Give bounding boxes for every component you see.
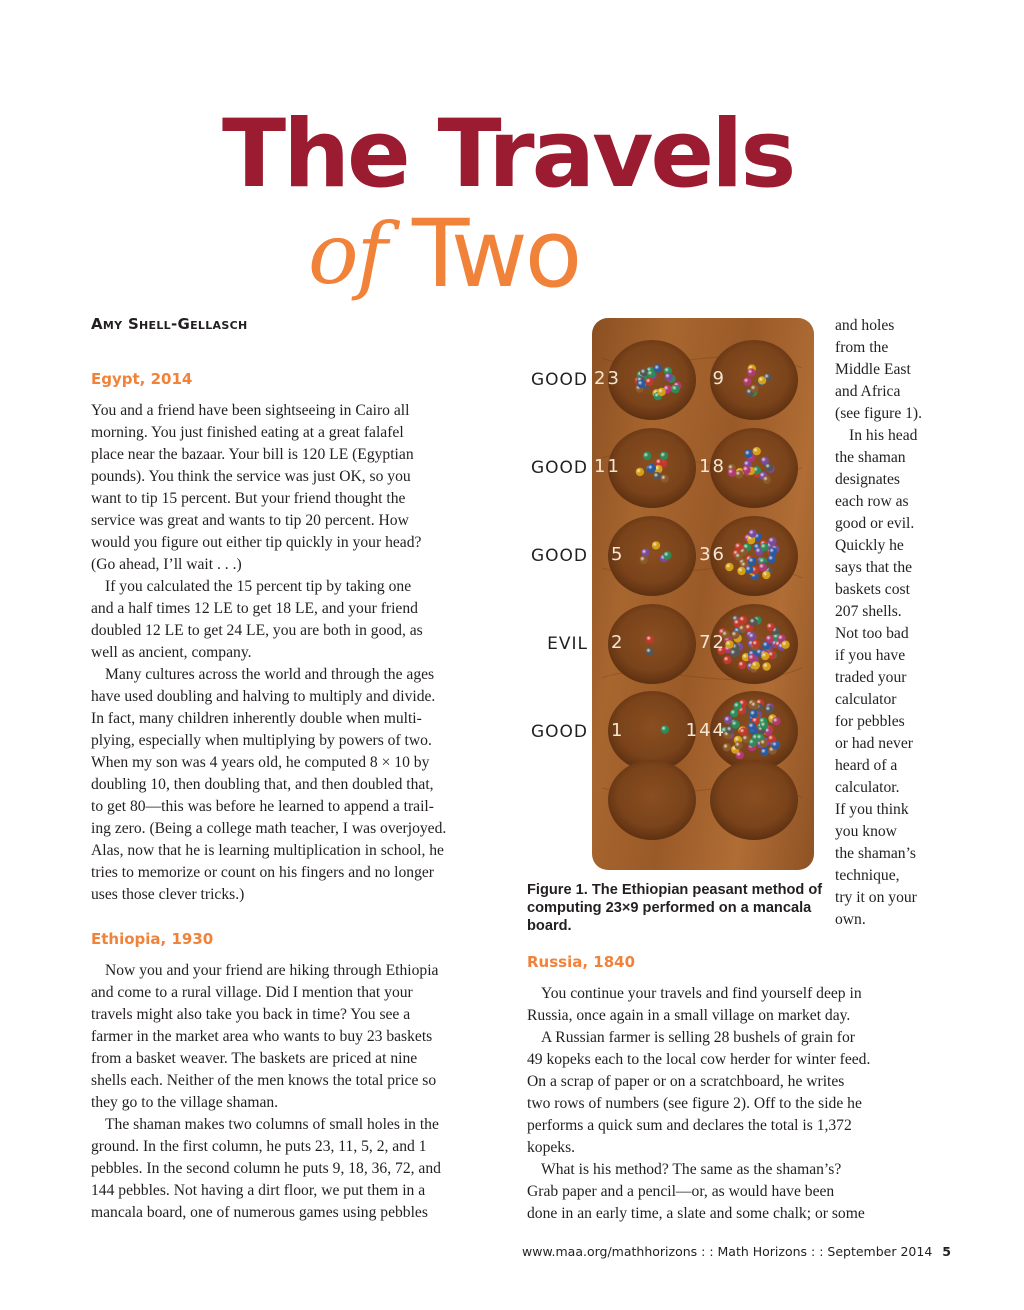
pebble: [742, 466, 750, 474]
pebble: [750, 701, 758, 709]
pebble: [646, 635, 654, 643]
author-byline: Amy Shell-Gellasch: [91, 315, 248, 333]
pebble: [734, 741, 742, 749]
pebble: [748, 529, 756, 537]
pebble: [641, 549, 649, 557]
mancala-pit: [710, 760, 798, 840]
pebble: [750, 710, 758, 718]
text-line: and holes: [835, 317, 895, 334]
left-pit-count: 1: [611, 720, 625, 741]
mancala-pit: [608, 760, 696, 840]
pebble: [744, 450, 752, 458]
text-line: they go to the village shaman.: [91, 1094, 279, 1111]
pebble: [762, 571, 770, 579]
egypt-body: [91, 400, 446, 906]
text-line: pounds). You think the service was just OK, so you: [91, 468, 411, 485]
text-line: (see figure 1).: [835, 405, 923, 422]
text-line: own.: [835, 911, 866, 928]
text-line: 144 pebbles. Not having a dirt floor, we put them in a: [91, 1182, 426, 1199]
text-line: have used doubling and halving to multiply and divide.: [91, 688, 436, 705]
text-line: pebbles. In the second column he puts 9, 18, 36, 72, and: [91, 1160, 441, 1177]
mancala-board: [592, 318, 814, 870]
text-line: mancala board, one of numerous games using pebbles: [91, 1204, 428, 1221]
pebble: [657, 388, 665, 396]
text-line: Grab paper and a pencil—or, as would have been: [527, 1183, 835, 1200]
pebble: [743, 377, 751, 385]
text-line: In fact, many children inherently double when multi-: [91, 710, 422, 727]
text-line: tries to memorize or count on his fingers and no longer: [91, 864, 434, 881]
text-line: if you have: [835, 647, 906, 664]
text-line: service was great and wants to tip 20 percent. How: [91, 512, 409, 529]
pebble: [637, 380, 645, 388]
side-column-body: [835, 315, 922, 931]
text-line: want to tip 15 percent. But your friend thought the: [91, 490, 406, 507]
pebble: [762, 662, 770, 670]
text-line: uses those clever tricks.): [91, 886, 245, 903]
text-line: and come to a rural village. Did I mention that your: [91, 984, 413, 1001]
text-line: and a half times 12 LE to get 18 LE, and your friend: [91, 600, 418, 617]
text-line: If you think: [835, 801, 909, 818]
text-line: place near the bazaar. Your bill is 120 LE (Egyptian: [91, 446, 414, 463]
pebble: [725, 563, 733, 571]
text-line: good or evil.: [835, 515, 915, 532]
text-line: from a basket weaver. The baskets are priced at nine: [91, 1050, 418, 1067]
pebble: [643, 452, 651, 460]
page-number: 5: [942, 1244, 951, 1259]
text-line: performs a quick sum and declares the total is 1,372: [527, 1117, 852, 1134]
text-line: baskets cost: [835, 581, 910, 598]
pebble: [639, 556, 647, 564]
pebble: [760, 739, 768, 747]
pebble: [652, 541, 660, 549]
pebble: [766, 623, 774, 631]
text-line: and Africa: [835, 383, 901, 400]
pebble: [647, 370, 655, 378]
text-line: morning. You just finished eating at a great falafel: [91, 424, 404, 441]
pebble: [748, 632, 756, 640]
text-line: travels might also take you back in time? You see a: [91, 1006, 411, 1023]
pebble: [768, 555, 776, 563]
pebble: [661, 725, 669, 733]
pebble: [646, 647, 654, 655]
pebble: [735, 470, 743, 478]
pebble: [748, 654, 756, 662]
text-line: Russia, once again in a small village on market day.: [527, 1007, 851, 1024]
pebble: [760, 721, 768, 729]
pebble: [733, 619, 741, 627]
text-line: the shaman: [835, 449, 906, 466]
pebble: [660, 474, 668, 482]
pebble: [765, 705, 773, 713]
article-title-of: of: [308, 205, 386, 303]
text-line: well as ancient, company.: [91, 644, 252, 661]
text-line: traded your: [835, 669, 907, 686]
right-pit-count: 36: [699, 544, 726, 565]
pebble: [768, 537, 776, 545]
text-line: kopeks.: [527, 1139, 576, 1156]
article-title-two: Two: [412, 200, 580, 309]
text-line: The shaman makes two columns of small holes in the: [105, 1116, 439, 1133]
text-line: ground. In the first column, he puts 23, 11, 5, 2, and 1: [91, 1138, 427, 1155]
text-line: plying, especially when multiplying by powers of two.: [91, 732, 432, 749]
pebble: [739, 728, 747, 736]
text-line: calculator.: [835, 779, 900, 796]
pebble: [723, 656, 731, 664]
text-line: 207 shells.: [835, 603, 902, 620]
text-line: Now you and your friend are hiking through Ethiopia: [105, 962, 439, 979]
pebble: [753, 447, 761, 455]
text-line: to get 80—this was before he learned to append a trail-: [91, 798, 434, 815]
left-pit-count: 5: [611, 544, 625, 565]
pebble: [636, 468, 644, 476]
pebble: [745, 566, 753, 574]
pebble: [772, 741, 780, 749]
mancala-board-art: [592, 318, 814, 870]
text-line: technique,: [835, 867, 900, 884]
text-line: heard of a: [835, 757, 898, 774]
text-line: each row as: [835, 493, 909, 510]
right-pit-count: 18: [699, 456, 726, 477]
text-line: Alas, now that he is learning multiplication in school, he: [91, 842, 444, 859]
text-line: farmer in the market area who wants to buy 23 baskets: [91, 1028, 433, 1045]
text-line: you know: [835, 823, 897, 840]
pebble: [750, 385, 758, 393]
pebble: [747, 368, 755, 376]
text-line: says that the: [835, 559, 913, 576]
pebble: [763, 476, 771, 484]
pebble: [748, 557, 756, 565]
right-pit-count: 144: [685, 720, 726, 741]
text-line: designates: [835, 471, 900, 488]
text-line: doubling 10, then doubling that, and then doubled that,: [91, 776, 434, 793]
pebble: [660, 452, 668, 460]
text-line: ing zero. (Being a college math teacher, I was overjoyed.: [91, 820, 447, 837]
pebble: [752, 640, 760, 648]
pebble: [733, 702, 741, 710]
section-heading-russia: Russia, 1840: [527, 953, 636, 971]
text-line: calculator: [835, 691, 897, 708]
row-label-good: GOOD: [530, 458, 588, 478]
pebble: [738, 661, 746, 669]
pebble: [760, 748, 768, 756]
left-pit-count: 2: [611, 632, 625, 653]
pebble: [752, 661, 760, 669]
pebble: [731, 720, 739, 728]
pebble: [769, 547, 777, 555]
pebble: [654, 364, 662, 372]
pebble: [759, 563, 767, 571]
text-line: You and a friend have been sightseeing in Cairo all: [91, 402, 410, 419]
pebble: [760, 543, 768, 551]
pebble: [723, 743, 731, 751]
text-line: two rows of numbers (see figure 2). Off to the side he: [527, 1095, 862, 1112]
left-pit-count: 23: [594, 368, 621, 389]
pebble: [761, 652, 769, 660]
pebble: [781, 641, 789, 649]
pebble: [749, 618, 757, 626]
pebble: [772, 717, 780, 725]
text-line: would you figure out either tip quickly in your head?: [91, 534, 422, 551]
row-label-evil: EVIL: [547, 634, 588, 654]
text-line: If you calculated the 15 percent tip by taking one: [105, 578, 412, 595]
text-line: When my son was 4 years old, he computed 8 × 10 by: [91, 754, 430, 771]
pebble: [731, 631, 739, 639]
footer-text: www.maa.org/mathhorizons : : Math Horizons : : September 2014: [522, 1244, 933, 1259]
text-line: Not too bad: [835, 625, 909, 642]
text-line: done in an early time, a slate and some chalk; or some: [527, 1205, 865, 1222]
figure-caption: Figure 1. The Ethiopian peasant method of computing 23×9 performed on a mancala board.: [527, 882, 823, 934]
pebble: [758, 376, 766, 384]
pebble: [766, 635, 774, 643]
text-line: In his head: [849, 427, 918, 444]
pebble: [663, 551, 671, 559]
pebble: [735, 543, 743, 551]
right-pit-count: 72: [699, 632, 726, 653]
pebble: [653, 472, 661, 480]
pebble: [730, 649, 738, 657]
text-line: What is his method? The same as the shaman’s?: [541, 1161, 842, 1178]
pebble: [645, 378, 653, 386]
text-line: the shaman’s: [835, 845, 916, 862]
text-line: Middle East: [835, 361, 911, 378]
pebble: [725, 640, 733, 648]
pebble: [765, 463, 773, 471]
text-line: (Go ahead, I’ll wait . . .): [91, 556, 242, 573]
text-line: On a scrap of paper or on a scratchboard, he writes: [527, 1073, 845, 1090]
pebble: [647, 464, 655, 472]
russia-body: [527, 983, 870, 1225]
text-line: 49 kopeks each to the local cow herder for winter feed.: [527, 1051, 871, 1068]
text-line: Quickly he: [835, 537, 904, 554]
text-line: A Russian farmer is selling 28 bushels of grain for: [541, 1029, 855, 1046]
text-line: doubled 12 LE to get 24 LE, you are both in good, as: [91, 622, 423, 639]
pebble: [730, 709, 738, 717]
text-line: try it on your: [835, 889, 917, 906]
article-title: The Travels: [222, 100, 794, 209]
section-heading-ethiopia: Ethiopia, 1930: [91, 930, 214, 948]
text-line: shells each. Neither of the men knows the total price so: [91, 1072, 437, 1089]
row-label-good: GOOD: [530, 370, 588, 390]
row-label-good: GOOD: [530, 546, 588, 566]
text-line: or had never: [835, 735, 913, 752]
text-line: Many cultures across the world and through the ages: [105, 666, 435, 683]
pebble: [748, 722, 756, 730]
pebble: [728, 468, 736, 476]
text-line: You continue your travels and find yourself deep in: [541, 985, 862, 1002]
row-label-good: GOOD: [530, 722, 588, 742]
text-line: for pebbles: [835, 713, 905, 730]
text-line: from the: [835, 339, 889, 356]
left-pit-count: 11: [594, 456, 621, 477]
ethiopia-body: [91, 960, 441, 1224]
pebble: [737, 567, 745, 575]
page-footer: [522, 1244, 951, 1259]
right-pit-count: 9: [712, 368, 726, 389]
section-heading-egypt: Egypt, 2014: [91, 370, 193, 388]
